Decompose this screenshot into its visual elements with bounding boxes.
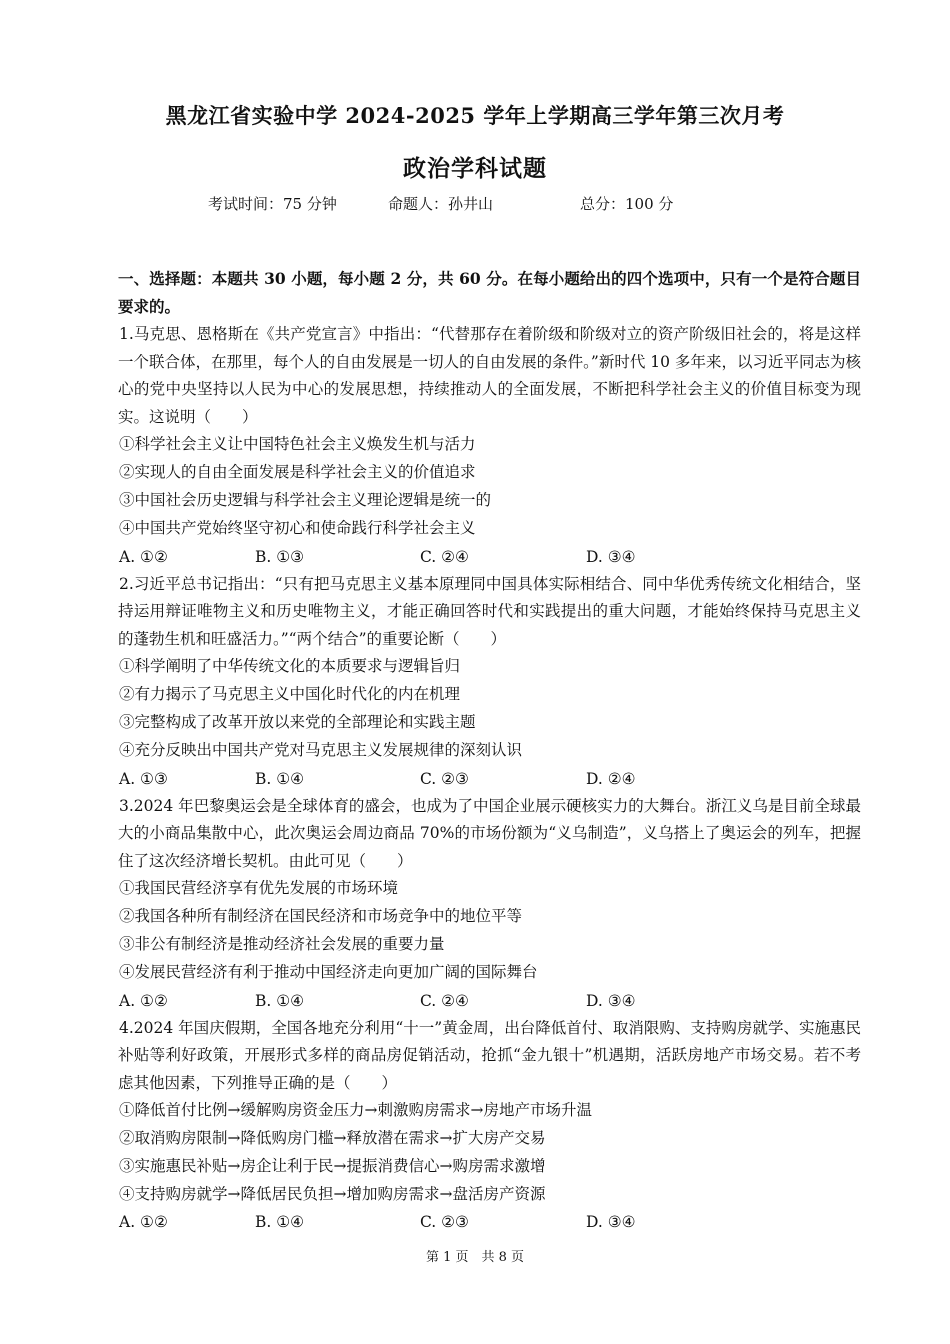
statement-option: ①降低首付比例→缓解购房资金压力→刺激购房需求→房地产市场升温 <box>119 1101 592 1120</box>
statement-option: ②我国各种所有制经济在国民经济和市场竞争中的地位平等 <box>119 907 523 926</box>
question-4 <box>118 1015 861 1237</box>
answer-choices <box>118 765 861 793</box>
statement-option: ③中国社会历史逻辑与科学社会主义理论逻辑是统一的 <box>119 490 492 509</box>
choice-a: A. ①② <box>119 991 168 1010</box>
statement-option: ④发展民营经济有利于推动中国经济走向更加广阔的国际舞台 <box>119 962 538 981</box>
choice-d: D. ③④ <box>586 547 636 566</box>
choice-d: D. ③④ <box>586 1213 636 1232</box>
choice-a: A. ①② <box>119 1213 168 1232</box>
statement-option: ①科学阐明了中华传统文化的本质要求与逻辑旨归 <box>119 657 461 676</box>
choice-a: A. ①③ <box>119 769 168 788</box>
choice-d: D. ②④ <box>586 769 636 788</box>
statement-option: ①我国民营经济享有优先发展的市场环境 <box>119 879 399 898</box>
question-stem: 1.马克思、恩格斯在《共产党宣言》中指出：“代替那存在着阶级和阶级对立的资产阶级旧社会的，将是这样一个联合体，在那里，每个人的自由发展是一切人的自由发展的条件。”新时代 10 多年来，以习近平同志为核心的党中央坚持以人民为中心的发展思想，持续推动人的全面发展，不断把科学社会主义的价值目标变为现实。这说明（ ） <box>118 325 861 426</box>
page-footer: 第 1 页 共 8 页 <box>425 1250 525 1265</box>
exam-content <box>118 265 861 1236</box>
choice-c: C. ②④ <box>420 991 469 1010</box>
choice-c: C. ②③ <box>420 1213 469 1232</box>
exam-total-score: 总分：100 分 <box>580 195 674 213</box>
question-2 <box>118 571 861 793</box>
statement-option: ③实施惠民补贴→房企让利于民→提振消费信心→购房需求激增 <box>119 1156 546 1175</box>
exam-time: 考试时间：75 分钟 <box>208 195 337 213</box>
choice-b: B. ①③ <box>255 547 305 566</box>
statement-option: ②实现人的自由全面发展是科学社会主义的价值追求 <box>119 463 476 482</box>
statement-option: ①科学社会主义让中国特色社会主义焕发生机与活力 <box>119 435 476 454</box>
question-stem: 3.2024 年巴黎奥运会是全球体育的盛会，也成为了中国企业展示硬核实力的大舞台。浙江义乌是目前全球最大的小商品集散中心，此次奥运会周边商品 70%的市场份额为“义乌制造”，义乌搭上了奥运会的列车，把握住了这次经济增长契机。由此可见（ ） <box>118 796 861 870</box>
choice-c: C. ②④ <box>420 547 469 566</box>
choice-c: C. ②③ <box>420 769 469 788</box>
question-1 <box>118 321 861 571</box>
section-heading: 一、选择题：本题共 30 小题，每小题 2 分，共 60 分。在每小题给出的四个选项中，只有一个是符合题目要求的。 <box>118 269 861 316</box>
choice-d: D. ③④ <box>586 991 636 1010</box>
statement-option: ②取消购房限制→降低购房门槛→释放潜在需求→扩大房产交易 <box>119 1129 546 1148</box>
statement-option: ③完整构成了改革开放以来党的全部理论和实践主题 <box>119 712 476 731</box>
choice-b: B. ①④ <box>255 769 305 788</box>
choice-a: A. ①② <box>119 547 168 566</box>
choice-b: B. ①④ <box>255 991 305 1010</box>
statement-option: ④支持购房就学→降低居民负担→增加购房需求→盘活房产资源 <box>119 1184 546 1203</box>
statement-option: ②有力揭示了马克思主义中国化时代化的内在机理 <box>119 685 461 704</box>
answer-choices <box>118 987 861 1015</box>
exam-subtitle: 政治学科试题 <box>403 155 547 182</box>
statement-option: ④中国共产党始终坚守初心和使命践行科学社会主义 <box>119 518 476 537</box>
question-stem: 4.2024 年国庆假期，全国各地充分利用“十一”黄金周，出台降低首付、取消限购、支持购房就学、实施惠民补贴等利好政策，开展形式多样的商品房促销活动，抢抓“金九银十”机遇期，活跃房地产市场交易。若不考虑其他因素，下列推导正确的是（ ） <box>118 1018 861 1092</box>
exam-title: 黑龙江省实验中学 2024-2025 学年上学期高三学年第三次月考 <box>165 103 785 128</box>
choice-b: B. ①④ <box>255 1213 305 1232</box>
answer-choices <box>118 543 861 571</box>
question-stem: 2.习近平总书记指出：“只有把马克思主义基本原理同中国具体实际相结合、同中华优秀传统文化相结合，坚持运用辩证唯物主义和历史唯物主义，才能正确回答时代和实践提出的重大问题，才能始终保持马克思主义的蓬勃生机和旺盛活力。”“两个结合”的重要论断（ ） <box>118 574 861 648</box>
answer-choices <box>118 1208 861 1236</box>
statement-option: ④充分反映出中国共产党对马克思主义发展规律的深刻认识 <box>119 740 523 759</box>
exam-author: 命题人：孙井山 <box>388 195 494 213</box>
statement-option: ③非公有制经济是推动经济社会发展的重要力量 <box>119 934 445 953</box>
question-3 <box>118 793 861 1015</box>
